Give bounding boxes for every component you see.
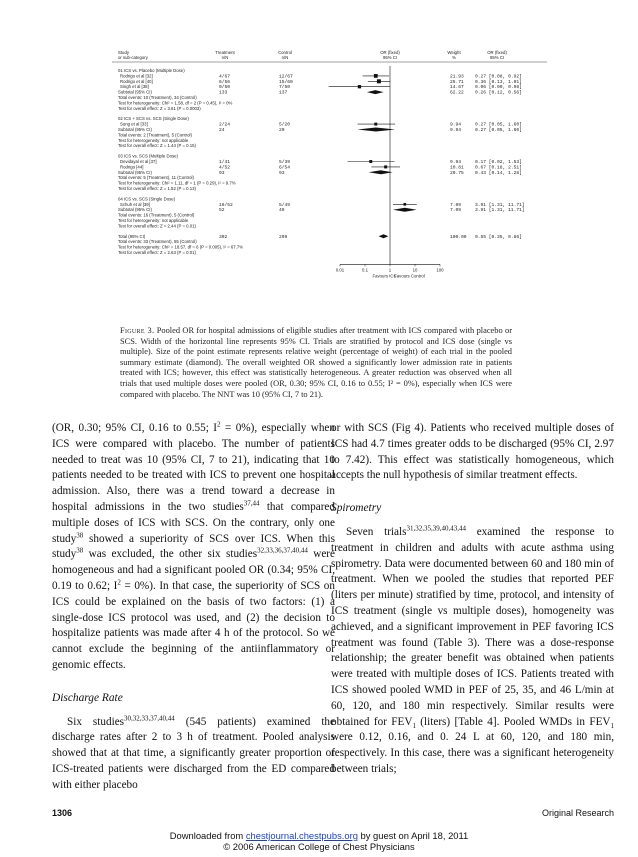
control-count: 7/50 <box>279 85 291 91</box>
or-ci-value: 3.91 [1.31, 11.71] <box>475 202 525 208</box>
weight-value: 9.94 <box>450 122 462 128</box>
point-estimate <box>374 74 378 78</box>
study-name: Rodrigo et al [40] <box>120 78 153 84</box>
subtotal-label: Subtotal (95% CI) <box>118 89 152 95</box>
header-treatment-nn: n/N <box>221 55 229 60</box>
favours-right: Favours Control <box>394 273 425 279</box>
treatment-count: 4/52 <box>219 165 231 171</box>
point-estimate <box>374 123 377 126</box>
weight-value: 14.67 <box>450 85 464 91</box>
weight-total: 7.09 <box>450 208 462 214</box>
treatment-count: 1/41 <box>219 160 231 165</box>
control-count: 6/54 <box>279 165 291 171</box>
point-estimate <box>377 79 381 83</box>
group-stat: Test for heterogeneity: Chi² = 1.58, df = 2 (P = 0.45), I² = 0% <box>118 100 233 106</box>
group-stat: Test for heterogeneity: not applicable <box>118 218 189 223</box>
treatment-total: 52 <box>219 208 225 214</box>
header-or-ci: 95% CI <box>382 55 398 60</box>
weight-value: 10.81 <box>450 165 464 171</box>
weight-value: 21.93 <box>450 74 464 80</box>
control-count: 15/60 <box>279 79 293 85</box>
paragraph-spirometry: Seven trials$^{31,32,35,39,40,43,44}$ examined the response to treatment in children and adults with acute asthma using spirometry. Data were documented between 60 and 180 min of treatment. When we pooled the studies that reported PEF (liters per minute) stratified by time, protocol, and intensity of ICS treatment (single vs multiple doses), homogeneity was achieved, and a significant improvement in PEF favoring ICS treatment was found (Table 3). There was a dose-response relationship; the greater benefit was obtained when patients were treated with multiple doses of ICS. Patients treated with ICS showed pooled WMD in PEF of 25, 35, and 46 L/min at 60, 120, and 180 min respectively. Similar results were obtained for $FEV_1$ (liters) [Table 4]. Pooled WMDs in $FEV_1$ were 0.12, 0.16, and 0. 24 L at 60, 120, and 180 min, respectively. In this case, there was a significant heterogeneity between trials; <box>331 524 615 775</box>
control-total: 299 <box>279 234 288 240</box>
header-treatment: Treatment <box>215 50 235 55</box>
treatment-count: 0/50 <box>219 85 231 91</box>
axis-tick-label: 10 <box>412 267 418 273</box>
group-stat: Test for heterogeneity: Chi² = 1.11, df = 1 (P = 0.29), I² = 9.7% <box>118 180 236 186</box>
subtotal-label: Subtotal (95% CI) <box>118 169 152 175</box>
study-name: Devidayal et al [37] <box>120 159 157 164</box>
summary-diamond <box>379 234 389 238</box>
summary-diamond <box>357 128 395 132</box>
point-estimate <box>358 85 361 88</box>
left-column <box>52 421 335 794</box>
point-estimate <box>384 165 387 168</box>
treatment-total: 133 <box>219 90 228 96</box>
weight-value: 9.94 <box>450 160 462 165</box>
or-ci-total: 0.55 [0.35, 0.86] <box>475 234 522 240</box>
axis-tick-label: 0.1 <box>362 267 368 273</box>
group-title: 03 ICS vs. SCS (Multiple Dose) <box>118 153 178 159</box>
header-control: Control <box>278 50 292 55</box>
or-ci-total: 0.26 [0.12, 0.56] <box>475 90 522 96</box>
summary-diamond <box>393 208 417 212</box>
group-title: 04 ICS vs. SCS (Single Dose) <box>118 196 176 202</box>
header-control-nn: n/N <box>281 55 289 60</box>
paragraph-discharge-cont: or with SCS (Fig 4). Patients who received multiple doses of ICS had 4.7 times greater odds to be discharged (95% CI, 2.97 to 7.42). This effect was statistically homogeneous, which accepts the null hypothesis of similar treatment effects. <box>331 422 614 482</box>
group-stat: Total events: 5 (Treatment), 11 (Control) <box>118 175 194 181</box>
point-estimate <box>403 203 406 206</box>
page-number: 1306 <box>52 808 73 818</box>
axis-tick-label: 1 <box>388 267 392 273</box>
or-ci-total: 0.27 [0.05, 1.60] <box>475 128 522 133</box>
weight-value: 25.71 <box>450 79 464 85</box>
treatment-total: 93 <box>219 170 225 176</box>
treatment-total: 24 <box>219 128 225 133</box>
study-name: Sung et al [33] <box>120 121 148 127</box>
control-total: 137 <box>279 90 288 96</box>
subtotal-label: Subtotal (95% CI) <box>118 207 152 213</box>
total-stat: Test for overall effect: Z = 2.63 (P = 0.01) <box>118 250 196 255</box>
paragraph-discharge: Six studies$^{30,32,33,37,40,44}$ (545 patients) examined the discharge rates after 2 to 3 h of treatment. Pooled analysis showed that at that time, a significantly greater proportion of ICS-treated patients were discharged from the ED compared with either placebo <box>52 713 335 791</box>
group-stat: Test for overall effect: Z = 2.44 (P = 0.01) <box>118 223 196 229</box>
or-ci-value: 0.36 [0.13, 1.01] <box>475 79 522 85</box>
figure-caption <box>120 326 512 400</box>
or-ci-value: 0.17 [0.02, 1.53] <box>475 160 522 165</box>
treatment-count: 6/56 <box>219 79 231 85</box>
axis-tick-label: 100 <box>436 267 444 273</box>
group-stat: Test for overall effect: Z = 1.44 (P = 0.15) <box>118 143 196 149</box>
header-weight: Weight <box>447 50 461 55</box>
favours-left: Favours ICS <box>372 273 397 279</box>
study-name: Rodrigo [44] <box>120 164 144 170</box>
treatment-count: 2/24 <box>219 122 231 128</box>
control-count: 5/39 <box>279 160 291 165</box>
control-count: 5/20 <box>279 122 291 128</box>
group-stat: Test for overall effect: Z = 1.52 (P = 0.13) <box>118 186 196 191</box>
summary-diamond <box>367 90 384 94</box>
or-ci-value: 0.67 [0.18, 2.51] <box>475 165 522 171</box>
treatment-count: 4/67 <box>219 74 231 80</box>
point-estimate <box>369 160 372 163</box>
right-column <box>331 421 614 778</box>
forest-plot <box>112 48 632 323</box>
download-notice: Downloaded from chestjournal.chestpubs.org by guest on April 18, 2011 © 2006 American College of Chest Physicians <box>169 830 469 852</box>
heading-spirometry: Spirometry <box>331 502 382 515</box>
axis-tick-label: 0.01 <box>335 267 345 273</box>
subtotal-label: Subtotal (95% CI) <box>118 127 152 132</box>
treatment-total: 302 <box>219 234 228 240</box>
control-total: 20 <box>279 128 285 133</box>
header-or-fixed: OR (fixed) <box>487 50 507 55</box>
group-stat: Total events: 10 (Treatment), 34 (Control) <box>118 95 197 100</box>
weight-total: 9.94 <box>450 128 462 133</box>
header-or-fixed-ci: 95% CI <box>489 55 505 60</box>
group-title: 01 ICS vs. Placebo (Multiple Dose) <box>118 68 185 73</box>
total-stat: Test for heterogeneity: Chi² = 18.57, df = 6 (P = 0.005), I² = 67.7% <box>118 244 244 250</box>
control-total: 93 <box>279 170 285 176</box>
paragraph-hospital-admissions: (OR, 0.30; 95% CI, 0.16 to 0.55; $I^2 = 0\%$), especially when ICS were compared with placebo. The number of patients needed to treat was 10 (95% CI, 7 to 21), indicating that 10 patients needed to be treated with ICS to prevent one hospital admission. Also, there was a trend toward a decrease in hospital admissions in the two studies$^{37,44}$ that compared multiple doses of ICS with SCS. On the contrary, only one study$^{38}$ showed a superiority of SCS over ICS. When this study$^{38}$ was excluded, the other six studies$^{32,33,36,37,40,44}$ were homogeneous and had a significant pooled OR (0.34; 95% CI, 0.19 to 0.62; $I^2 = 0\%$). In that case, the superiority of SCS on ICS could be explained on the basis of two factors: (1) a single-dose ICS protocol was used, and (2) the decision to hospitalize patients was made after 4 h of the protocol. So we cannot exclude the beginning of the antiinflammatory or genomic effects. <box>52 420 335 671</box>
or-ci-value: 0.27 [0.08, 0.92] <box>475 74 522 80</box>
total-label: Total (95% CI) <box>118 233 146 239</box>
weight-value: 7.09 <box>450 202 462 208</box>
study-name: Rodrigo et al [32] <box>120 73 153 79</box>
group-stat: Total events: 2 (Treatment), 5 (Control) <box>118 132 192 138</box>
weight-total: 100.00 <box>450 234 467 240</box>
control-count: 5/49 <box>279 202 291 208</box>
journal-link[interactable]: chestjournal.chestpubs.org <box>245 830 358 841</box>
header-subcategory: or sub-category <box>118 55 148 60</box>
group-title: 02 ICS + SCS vs. SCS (Single Dose) <box>118 116 189 122</box>
control-total: 49 <box>279 208 285 214</box>
header-or: OR (fixed) <box>380 50 400 55</box>
control-count: 12/67 <box>279 74 293 80</box>
or-ci-value: 0.06 [0.00, 0.98] <box>475 85 522 91</box>
weight-total: 20.75 <box>450 170 464 176</box>
study-name: Schuh et al [39] <box>120 201 150 207</box>
treatment-count: 16/52 <box>219 202 233 208</box>
or-ci-total: 0.43 [0.14, 1.28] <box>475 170 522 176</box>
figure-label: Figure 3. <box>120 326 155 335</box>
heading-discharge-rate: Discharge Rate <box>52 691 123 704</box>
total-stat: Total events: 33 (Treatment), 55 (Control) <box>118 239 197 245</box>
group-stat: Test for overall effect: Z = 3.61 (P = 0.0003) <box>118 105 201 111</box>
study-name: Singh et al [38] <box>120 84 149 90</box>
or-ci-total: 3.91 [1.31, 11.71] <box>475 208 525 214</box>
figure-caption-text: Pooled OR for hospital admissions of eligible studies after treatment with ICS compared with placebo or SCS. Width of the horizontal line represents 95% CI. Trials are stratified by protocol and ICS dose (single vs multiple). Size of the point estimate represents relative weight (percentage of weight) of each trial in the pooled summary estimate (diamond). The overall weighted OR showed a significantly lower admission rate in patients treated with ICS; however, this effect was statistically heterogeneous. A greater reduction was observed when all trials that used multiple doses were pooled (OR, 0.30; 95% CI, 0.16 to 0.55; I² = 0%), especially when ICS were compared with placebo. The NNT was 10 (95% CI, 7 to 21). <box>120 326 513 399</box>
summary-diamond <box>369 170 393 174</box>
copyright: © 2006 American College of Chest Physicians <box>223 841 415 852</box>
group-stat: Total events: 16 (Treatment), 5 (Control) <box>118 212 195 218</box>
header-study: Study <box>118 50 129 55</box>
header-weight-pct: % <box>452 55 456 60</box>
or-ci-value: 0.27 [0.05, 1.60] <box>475 122 522 128</box>
section-label: Original Research <box>541 808 614 818</box>
weight-total: 62.22 <box>450 90 464 96</box>
group-stat: Test for heterogeneity: not applicable <box>118 137 189 143</box>
